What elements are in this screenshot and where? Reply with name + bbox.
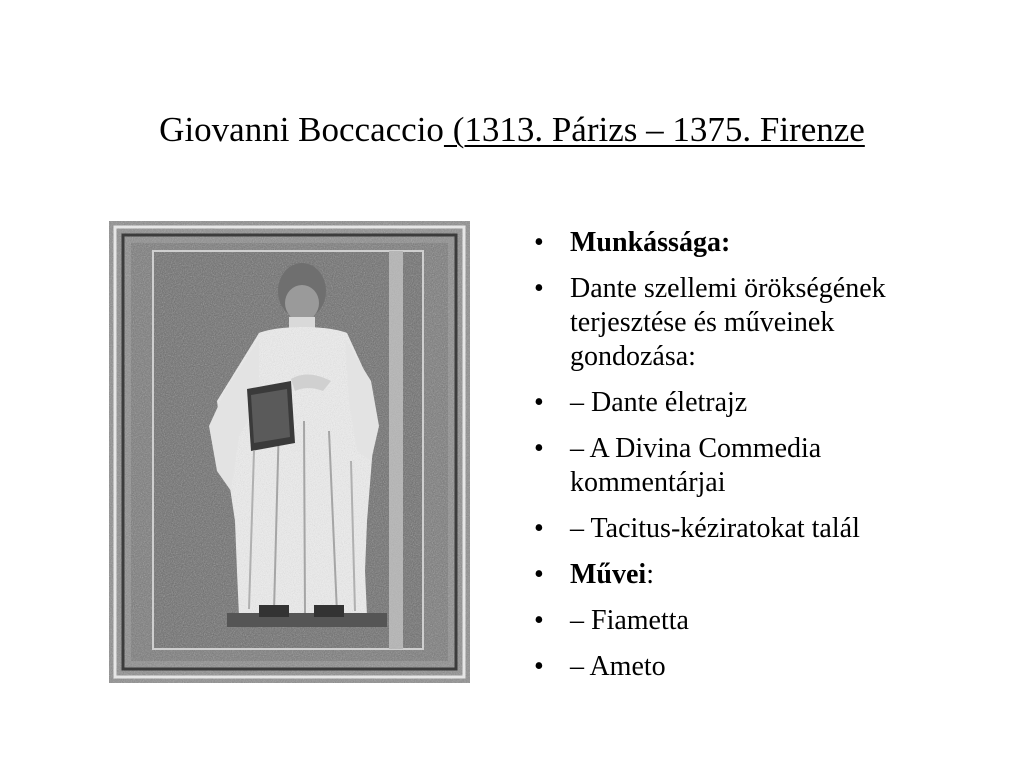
bullet-item bbox=[526, 226, 966, 260]
bullet-dot-icon: • bbox=[534, 513, 544, 544]
bullet-text: – Fiametta bbox=[570, 605, 689, 636]
bullet-item bbox=[526, 558, 966, 592]
slide-title bbox=[0, 108, 1024, 152]
bullet-dot-icon: • bbox=[534, 559, 544, 590]
bullet-item bbox=[526, 272, 966, 374]
bullet-dot-icon: • bbox=[534, 433, 544, 464]
bullet-dot-icon: • bbox=[534, 651, 544, 682]
bullet-item bbox=[526, 432, 966, 500]
bullet-text: Dante szellemi örökségének terjesztése és műveinek gondozása: bbox=[570, 273, 886, 372]
bullet-text: – A Divina Commedia kommentárjai bbox=[570, 433, 822, 498]
bullet-list bbox=[526, 226, 966, 696]
bullet-text: Munkássága: bbox=[570, 227, 731, 258]
bullet-item bbox=[526, 512, 966, 546]
bullet-dot-icon: • bbox=[534, 227, 544, 258]
bullet-text-bold: Művei bbox=[570, 559, 647, 590]
bullet-item bbox=[526, 386, 966, 420]
title-dates: (1313. Párizs – 1375. Firenze bbox=[443, 110, 865, 149]
bullet-dot-icon: • bbox=[534, 273, 544, 304]
portrait-image bbox=[109, 221, 470, 683]
bullet-dot-icon: • bbox=[534, 605, 544, 636]
bullet-item bbox=[526, 604, 966, 638]
bullet-text: : bbox=[646, 559, 654, 590]
bullet-item bbox=[526, 650, 966, 684]
bullet-text: – Ameto bbox=[570, 651, 666, 682]
bullet-text: – Tacitus-kéziratokat talál bbox=[570, 513, 860, 544]
portrait-drawing bbox=[109, 221, 470, 683]
bullet-dot-icon: • bbox=[534, 387, 544, 418]
title-name: Giovanni Boccaccio bbox=[159, 110, 444, 149]
bullet-text: – Dante életrajz bbox=[570, 387, 748, 418]
